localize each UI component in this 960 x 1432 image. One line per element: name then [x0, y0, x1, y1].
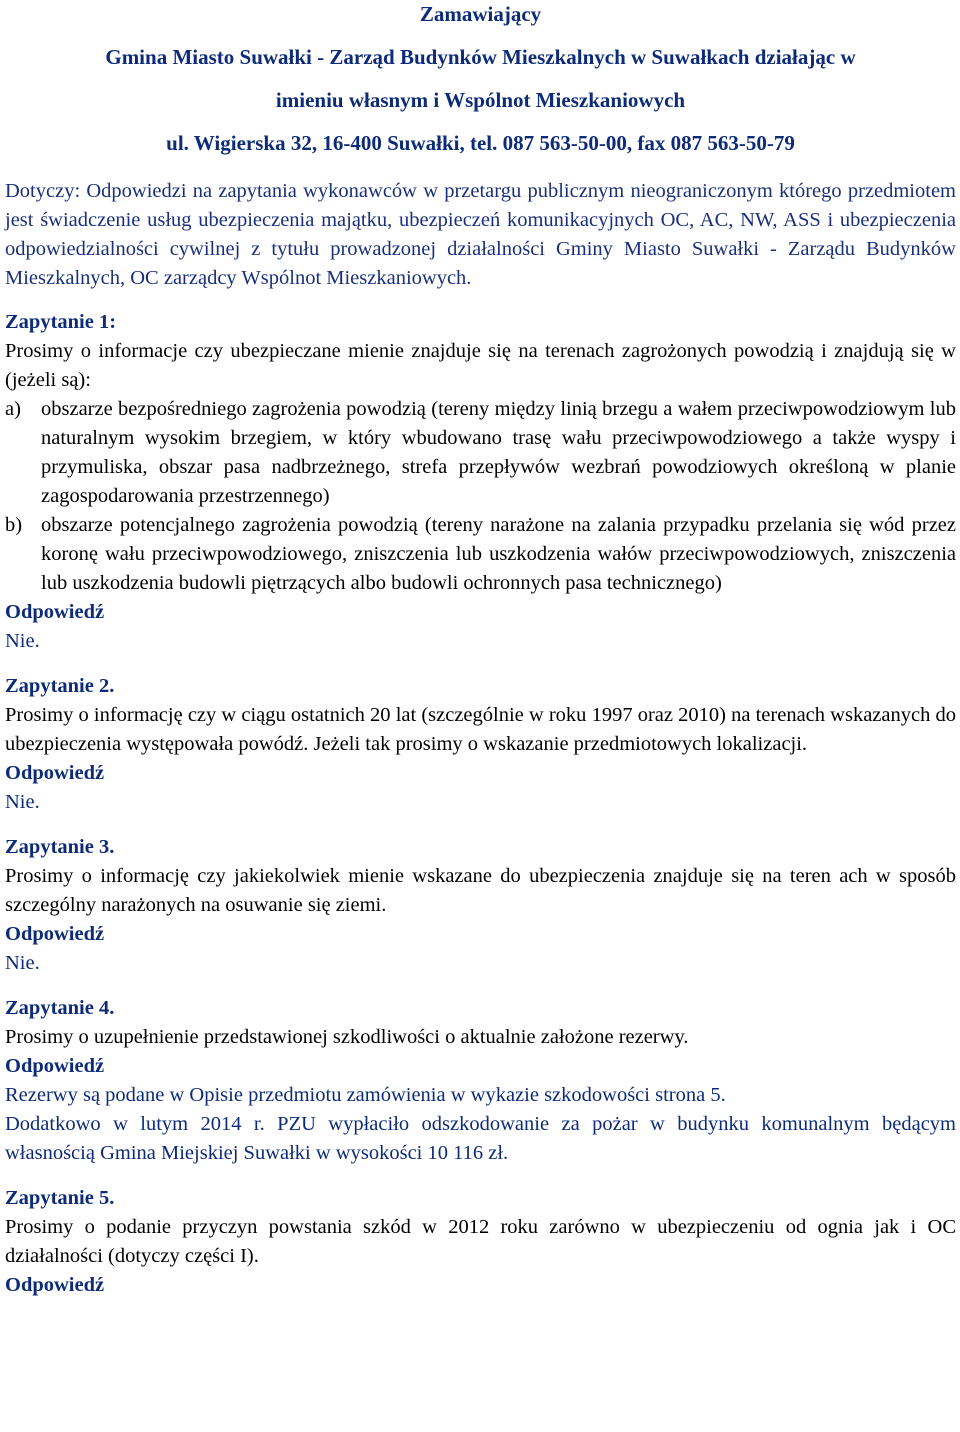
question-1-answer: Nie.: [5, 630, 40, 652]
question-1-answer-label: Odpowiedź: [5, 601, 105, 623]
question-3-title: Zapytanie 3.: [5, 836, 115, 858]
question-5-title: Zapytanie 5.: [5, 1187, 115, 1209]
header-organization-cont: imieniu własnym i Wspólnot Mieszkaniowych: [275, 88, 686, 112]
question-4-answer-line-2: Dodatkowo w lutym 2014 r. PZU wypłaciło odszkodowanie za pożar w budynku komunalnym będącym własnością Gmina Miejskiej Suwałki w wysokości 10 116 zł.: [5, 1113, 956, 1164]
question-5: [5, 1184, 956, 1300]
subject-paragraph: Dotyczy: Odpowiedzi na zapytania wykonawców w przetargu publicznym nieograniczonym którego przedmiotem jest świadczenie usług ubezpieczenia majątku, ubezpieczeń komunikacyjnych OC, AC, NW, ASS i ubezpieczenia odpowiedzialności cywilnej z tytułu prowadzonej działalności Gminy Miasto Suwałki - Zarządu Budynków Mieszkalnych, OC zarządcy Wspólnot Mieszkaniowych.: [5, 180, 956, 289]
question-1: [5, 308, 956, 656]
question-2: [5, 672, 956, 817]
header-organization: Gmina Miasto Suwałki - Zarząd Budynków Mieszkalnych w Suwałkach działając w: [105, 45, 856, 69]
item-b-text: obszarze potencjalnego zagrożenia powodzią (tereny narażone na zalania przypadku przelania się wód przez koronę wału przeciwpowodziowego, zniszczenia lub uszkodzenia wałów przeciwpowodziowych, zniszczenia lub uszkodzenia budowli piętrzących albo budowli ochronnych pasa technicznego): [41, 514, 956, 594]
question-1-item-a: [5, 395, 956, 511]
question-4-answer-label: Odpowiedź: [5, 1055, 105, 1077]
question-4-title: Zapytanie 4.: [5, 997, 115, 1019]
header-address: ul. Wigierska 32, 16-400 Suwałki, tel. 087 563-50-00, fax 087 563-50-79: [166, 131, 795, 155]
question-3-answer: Nie.: [5, 952, 40, 974]
item-a-marker: a): [5, 398, 21, 420]
question-3-text: Prosimy o informację czy jakiekolwiek mienie wskazane do ubezpieczenia znajduje się na teren ach w sposób szczególny narażonych na osuwanie się ziemi.: [5, 865, 956, 916]
question-3: [5, 833, 956, 978]
question-2-title: Zapytanie 2.: [5, 675, 115, 697]
header-title: Zamawiający: [419, 2, 542, 26]
item-b-marker: b): [5, 514, 23, 536]
question-1-text: Prosimy o informacje czy ubezpieczane mienie znajduje się na terenach zagrożonych powodzią i znajdują się w (jeżeli są):: [5, 340, 956, 391]
question-1-item-b: [5, 511, 956, 598]
question-4: [5, 994, 956, 1168]
question-2-answer: Nie.: [5, 791, 40, 813]
question-3-answer-label: Odpowiedź: [5, 923, 105, 945]
question-5-text: Prosimy o podanie przyczyn powstania szkód w 2012 roku zarówno w ubezpieczeniu od ognia jak i OC działalności (dotyczy części I).: [5, 1216, 956, 1267]
item-a-text: obszarze bezpośredniego zagrożenia powodzią (tereny między linią brzegu a wałem przeciwpowodziowym lub naturalnym wysokim brzegiem, w który wbudowano trasę wału przeciwpowodziowego a także wyspy i przymuliska, obszar pasa nadbrzeżnego, strefa przepływów wezbrań powodziowych określoną w planie zagospodarowania przestrzennego): [41, 398, 956, 507]
question-2-answer-label: Odpowiedź: [5, 762, 105, 784]
question-5-answer-label: Odpowiedź: [5, 1274, 105, 1296]
header-block: [5, 0, 956, 165]
question-4-answer-line-1: Rezerwy są podane w Opisie przedmiotu zamówienia w wykazie szkodowości strona 5.: [5, 1084, 726, 1106]
question-4-text: Prosimy o uzupełnienie przedstawionej szkodliwości o aktualnie założone rezerwy.: [5, 1026, 689, 1048]
question-1-title: Zapytanie 1:: [5, 311, 117, 333]
question-2-text: Prosimy o informację czy w ciągu ostatnich 20 lat (szczególnie w roku 1997 oraz 2010) na terenach wskazanych do ubezpieczenia występowała powódź. Jeżeli tak prosimy o wskazanie przedmiotowych lokalizacji.: [5, 704, 956, 755]
